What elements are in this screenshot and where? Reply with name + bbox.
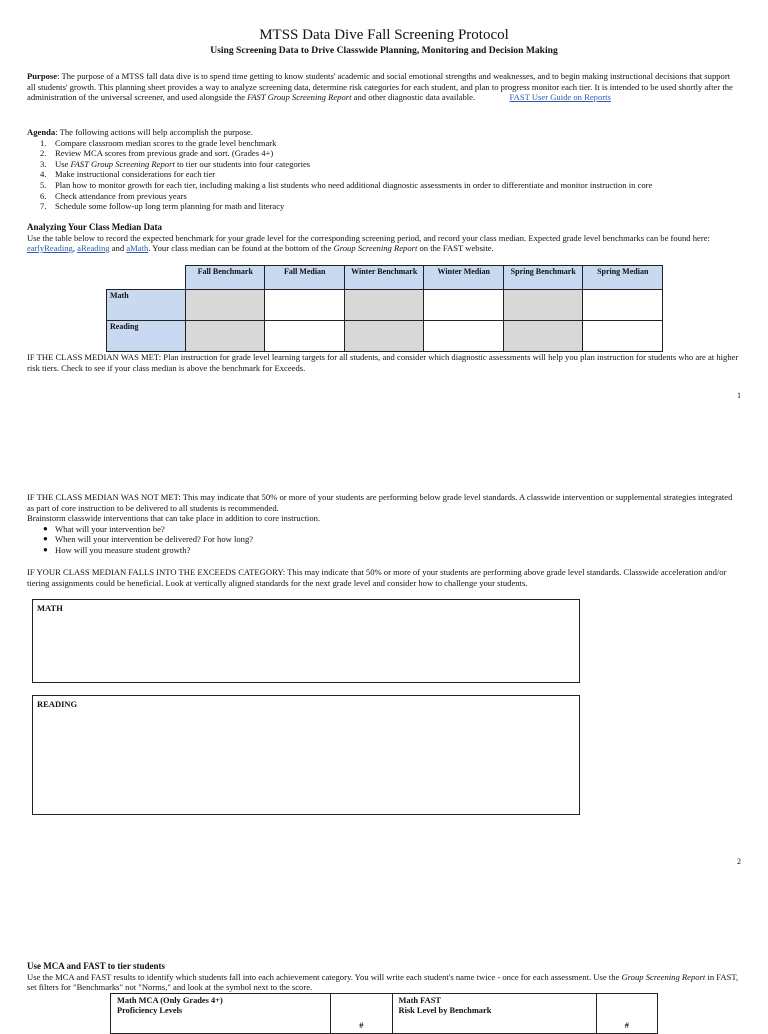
page-number: 2	[737, 857, 741, 866]
separator: ,	[72, 243, 78, 254]
median-table	[106, 265, 663, 352]
purpose-label: Purpose	[27, 71, 58, 81]
tier-section	[27, 961, 739, 993]
separator: and	[109, 243, 127, 254]
bullet-icon: ●	[43, 523, 48, 533]
header-fall-benchmark: Fall Benchmark	[185, 266, 265, 290]
row-label-math: Math	[107, 290, 186, 321]
header-winter-median: Winter Median	[424, 266, 504, 290]
list-item-text: How will you measure student growth?	[55, 544, 191, 555]
agenda-section	[27, 127, 739, 212]
agenda-item	[27, 159, 739, 170]
agenda-item-number: 6.	[40, 190, 47, 201]
amath-link[interactable]: aMath	[126, 243, 149, 254]
analyzing-report-name: Group Screening Report	[333, 243, 418, 254]
early-reading-link[interactable]: earlyReading	[27, 243, 73, 254]
math-fast-title: Math FAST	[398, 996, 441, 1005]
agenda-item-number: 3.	[40, 158, 47, 169]
tier-table	[110, 993, 658, 1034]
agenda-item-report-name: FAST Group Screening Report	[70, 158, 175, 169]
count-header: #	[331, 994, 392, 1034]
agenda-item-number: 2.	[40, 148, 47, 159]
analyzing-text: Use the table below to record the expected benchmark for your grade level for the corresponding screening period, and record your class median. Expected grade level benchmarks can be found here:	[27, 232, 710, 243]
analyzing-section	[27, 222, 739, 254]
agenda-item	[27, 169, 739, 180]
math-mca-title: Math MCA (Only Grades 4+)	[117, 996, 223, 1005]
math-winter-median-cell[interactable]	[424, 290, 504, 321]
median-not-met-section	[27, 492, 739, 556]
page-number: 1	[737, 391, 741, 400]
list-item	[27, 545, 739, 556]
reading-winter-median-cell[interactable]	[424, 321, 504, 352]
list-item-text: When will your intervention be delivered? For how long?	[55, 534, 254, 545]
math-box-label: MATH	[37, 603, 63, 613]
math-mca-header	[111, 994, 331, 1034]
header-fall-median: Fall Median	[265, 266, 345, 290]
agenda-item-text: to tier our students into four categories	[174, 158, 311, 169]
agenda-item-number: 1.	[40, 137, 47, 148]
math-fall-median-cell[interactable]	[265, 290, 345, 321]
list-item	[27, 524, 739, 535]
agenda-intro: : The following actions will help accomplish the purpose.	[55, 127, 253, 137]
agenda-item	[27, 148, 739, 159]
math-notes-box[interactable]	[32, 599, 580, 683]
intervention-questions	[27, 524, 739, 556]
header-spring-benchmark: Spring Benchmark	[503, 266, 583, 290]
tier-table-header-row	[111, 994, 658, 1034]
bullet-icon: ●	[43, 544, 48, 554]
empty-corner-cell	[107, 266, 186, 290]
analyzing-text-2: . Your class median can be found at the bottom of the	[148, 243, 334, 254]
median-not-met-text: IF THE CLASS MEDIAN WAS NOT MET: This may indicate that 50% or more of your students are performing below grade level standards. A classwide intervention or supplemental strategies integrated as part of core instruction to be delivered to all students is recommended.	[27, 492, 733, 513]
row-label-reading: Reading	[107, 321, 186, 352]
bullet-icon: ●	[43, 534, 48, 544]
areading-link[interactable]: aReading	[77, 243, 110, 254]
tier-text: Use the MCA and FAST results to identify which students fall into each achievement category. You will write each student's name twice - once for each assessment. Use the	[27, 971, 622, 982]
agenda-item-text: Review MCA scores from previous grade and sort. (Grades 4+)	[55, 148, 274, 159]
purpose-paragraph	[27, 71, 739, 103]
count-header: #	[596, 994, 657, 1034]
median-table-header-row	[107, 266, 663, 290]
page-subtitle: Using Screening Data to Drive Classwide Planning, Monitoring and Decision Making	[210, 45, 558, 56]
tier-heading: Use MCA and FAST to tier students	[27, 961, 166, 971]
reading-fall-median-cell[interactable]	[265, 321, 345, 352]
math-fast-header	[392, 994, 596, 1034]
agenda-label: Agenda	[27, 127, 56, 137]
header-winter-benchmark: Winter Benchmark	[344, 266, 424, 290]
median-table-row	[107, 290, 663, 321]
analyzing-heading: Analyzing Your Class Median Data	[27, 222, 163, 232]
agenda-item-text: Check attendance from previous years	[55, 190, 187, 201]
fast-user-guide-link[interactable]: FAST User Guide on Reports	[509, 92, 611, 103]
reading-box-label: READING	[37, 699, 78, 709]
math-spring-benchmark-cell[interactable]	[503, 290, 583, 321]
reading-notes-box[interactable]	[32, 695, 580, 815]
agenda-item-text: Compare classroom median scores to the grade level benchmark	[55, 137, 277, 148]
reading-spring-benchmark-cell[interactable]	[503, 321, 583, 352]
agenda-item-number: 4.	[40, 169, 47, 180]
brainstorm-text: Brainstorm classwide interventions that can take place in addition to core instruction.	[27, 513, 321, 524]
math-spring-median-cell[interactable]	[583, 290, 663, 321]
agenda-item	[27, 138, 739, 149]
reading-fall-benchmark-cell[interactable]	[185, 321, 265, 352]
agenda-item	[27, 191, 739, 202]
median-met-paragraph: IF THE CLASS MEDIAN WAS MET: Plan instruction for grade level learning targets for all students, and consider which diagnostic assessments will help you plan instruction for students who are at higher risk tiers. Check to see if your class median is above the benchmark for Exceeds.	[27, 352, 739, 373]
tier-report-name: Group Screening Report	[621, 971, 706, 982]
math-mca-subtitle: Proficiency Levels	[117, 1006, 183, 1015]
header-spring-median: Spring Median	[583, 266, 663, 290]
exceeds-paragraph: IF YOUR CLASS MEDIAN FALLS INTO THE EXCEEDS CATEGORY: This may indicate that 50% or more of your students are performing above grade level standards. Classwide acceleration and/or tiering assignments could be beneficial. Look at vertically aligned standards for the next grade level and consider how to challenge your students.	[27, 567, 727, 588]
agenda-item	[27, 201, 739, 212]
list-item-text: What will your intervention be?	[55, 523, 165, 534]
math-fall-benchmark-cell[interactable]	[185, 290, 265, 321]
page-title: MTSS Data Dive Fall Screening Protocol	[259, 27, 509, 43]
reading-winter-benchmark-cell[interactable]	[344, 321, 424, 352]
agenda-item-text: Make instructional considerations for each tier	[55, 169, 216, 180]
agenda-item-text: Plan how to monitor growth for each tier, including making a list students who need additional diagnostic assessments in order to differentiate and monitor instruction in core	[55, 179, 653, 190]
agenda-item-number: 7.	[40, 201, 47, 212]
agenda-item	[27, 180, 739, 191]
math-fast-subtitle: Risk Level by Benchmark	[398, 1006, 492, 1015]
tier-text-2: in FAST, set filters for "Benchmarks" not "Norms," and look at the symbol next to the score.	[27, 971, 739, 993]
agenda-item-number: 5.	[40, 179, 47, 190]
median-table-row	[107, 321, 663, 352]
math-winter-benchmark-cell[interactable]	[344, 290, 424, 321]
purpose-text-2: and other diagnostic data available.	[351, 92, 476, 103]
agenda-item-text: Schedule some follow-up long term planning for math and literacy	[55, 201, 285, 212]
purpose-report-name: FAST Group Screening Report	[247, 92, 352, 103]
list-item	[27, 534, 739, 545]
reading-spring-median-cell[interactable]	[583, 321, 663, 352]
agenda-list	[27, 138, 739, 212]
analyzing-text-3: on the FAST website.	[417, 243, 494, 254]
agenda-item-pre: Use	[55, 158, 71, 169]
purpose-text: : The purpose of a MTSS fall data dive is to spend time getting to know students' academic and social emotional strengths and weaknesses, and to begin making instructional decisions that support all students' growth. This planning sheet provides a way to analyze screening data, determine risk categories for each student, and plan to progress monitor each tier. It is intended to be used shortly after the administration of the universal screener, and used alongside the	[27, 71, 733, 103]
